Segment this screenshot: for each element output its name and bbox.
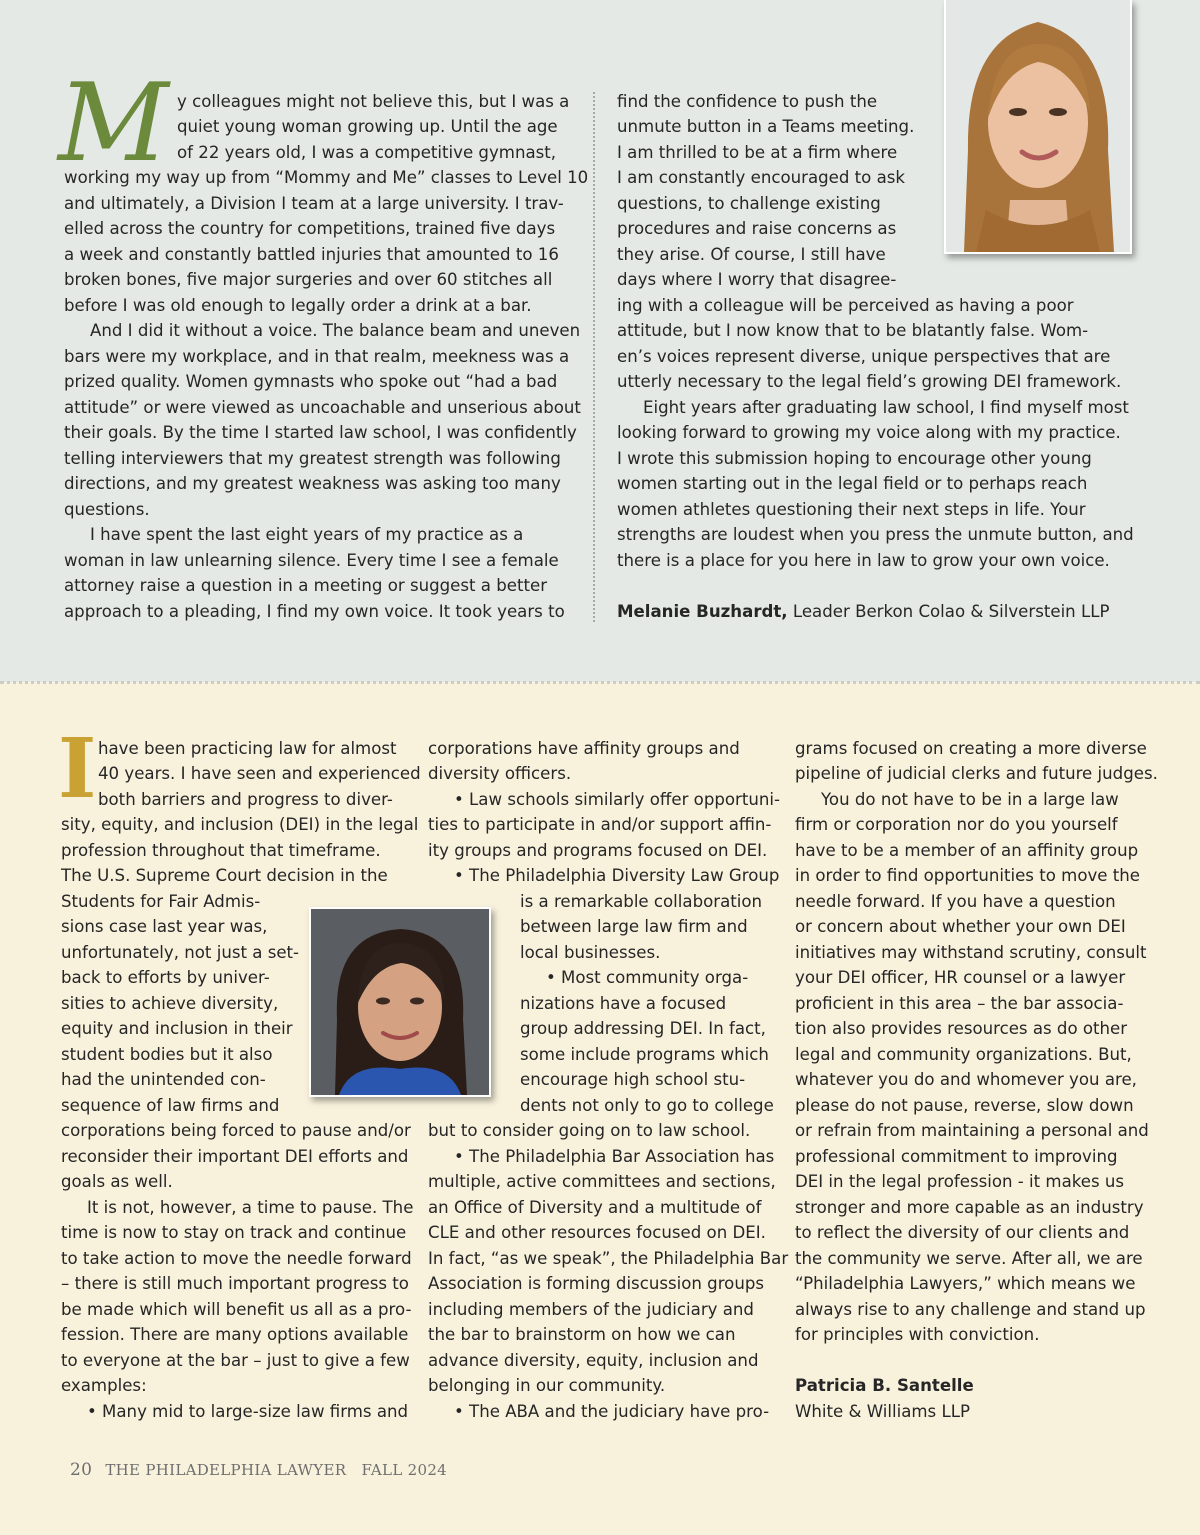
article1-line: woman in law unlearning silence. Every time I see a female bbox=[64, 551, 559, 570]
article1-line: quiet young woman growing up. Until the age bbox=[177, 117, 558, 136]
article1-line: Eight years after graduating law school, I find myself most bbox=[643, 398, 1129, 417]
issue-label: FALL 2024 bbox=[361, 1461, 448, 1479]
article1-line: of 22 years old, I was a competitive gymnast, bbox=[177, 143, 557, 162]
article1-line: y colleagues might not believe this, but I was a bbox=[177, 92, 570, 111]
article2-line: stronger and more capable as an industry bbox=[795, 1198, 1144, 1217]
article2-line: have to be a member of an affinity group bbox=[795, 841, 1139, 860]
article1-line: before I was old enough to legally order a drink at a bar. bbox=[64, 296, 532, 315]
article2-line: encourage high school stu- bbox=[520, 1070, 746, 1089]
article2-line: sions case last year was, bbox=[61, 917, 268, 936]
article2-line: Students for Fair Admis- bbox=[61, 892, 261, 911]
article2-line: You do not have to be in a large law bbox=[821, 790, 1119, 809]
article1-line: broken bones, five major surgeries and over 60 stitches all bbox=[64, 270, 553, 289]
article1-line: I wrote this submission hoping to encourage other young bbox=[617, 449, 1092, 468]
article2-line: firm or corporation nor do you yourself bbox=[795, 815, 1118, 834]
article2-line: belonging in our community. bbox=[428, 1376, 666, 1395]
article2-line: but to consider going on to law school. bbox=[428, 1121, 751, 1140]
article2-line: • Many mid to large-size law firms and bbox=[87, 1402, 409, 1421]
article2-line: please do not pause, reverse, slow down bbox=[795, 1096, 1134, 1115]
article2-line: student bodies but it also bbox=[61, 1045, 273, 1064]
article1-line: telling interviewers that my greatest strength was following bbox=[64, 449, 561, 468]
article2-line: fession. There are many options available bbox=[61, 1325, 409, 1344]
article2-line: sequence of law firms and bbox=[61, 1096, 280, 1115]
article2-line: unfortunately, not just a set- bbox=[61, 943, 300, 962]
article2-line: It is not, however, a time to pause. The bbox=[87, 1198, 414, 1217]
article2-line: sities to achieve diversity, bbox=[61, 994, 279, 1013]
article2-line: • The Philadelphia Diversity Law Group bbox=[454, 866, 780, 885]
article2-line: In fact, “as we speak”, the Philadelphia Bar bbox=[428, 1249, 789, 1268]
article1-line: directions, and my greatest weakness was asking too many bbox=[64, 474, 561, 493]
article1-line: en’s voices represent diverse, unique perspectives that are bbox=[617, 347, 1111, 366]
article2-line: • The Philadelphia Bar Association has bbox=[454, 1147, 775, 1166]
article2-line: “Philadelphia Lawyers,” which means we bbox=[795, 1274, 1136, 1293]
article1-line: attitude, but I now know that to be blatantly false. Wom- bbox=[617, 321, 1089, 340]
article2-line: initiatives may withstand scrutiny, consult bbox=[795, 943, 1147, 962]
article2-line: or concern about whether your own DEI bbox=[795, 917, 1126, 936]
article1-line: there is a place for you here in law to grow your own voice. bbox=[617, 551, 1110, 570]
article2-line: including members of the judiciary and bbox=[428, 1300, 754, 1319]
column-divider bbox=[593, 92, 595, 622]
author-name: Patricia B. Santelle bbox=[795, 1376, 974, 1395]
article2-line: tion also provides resources as do other bbox=[795, 1019, 1128, 1038]
article2-line: CLE and other resources focused on DEI. bbox=[428, 1223, 766, 1242]
article1-line: strengths are loudest when you press the unmute button, and bbox=[617, 525, 1134, 544]
article2-line: between large law firm and bbox=[520, 917, 748, 936]
article1-line: I am constantly encouraged to ask bbox=[617, 168, 906, 187]
article2-line: pipeline of judicial clerks and future judges. bbox=[795, 764, 1158, 783]
article2-line: to reflect the diversity of our clients and bbox=[795, 1223, 1130, 1242]
article1-line: women starting out in the legal field or to perhaps reach bbox=[617, 474, 1088, 493]
article1-line: prized quality. Women gymnasts who spoke out “had a bad bbox=[64, 372, 558, 391]
article1-line: women athletes questioning their next steps in life. Your bbox=[617, 500, 1086, 519]
article1-line: their goals. By the time I started law school, I was confidently bbox=[64, 423, 577, 442]
article2-line: grams focused on creating a more diverse bbox=[795, 739, 1147, 758]
article2-line: sity, equity, and inclusion (DEI) in the legal bbox=[61, 815, 419, 834]
article2-line: goals as well. bbox=[61, 1172, 173, 1191]
article2-line: in order to find opportunities to move the bbox=[795, 866, 1141, 885]
article2-line: Association is forming discussion groups bbox=[428, 1274, 765, 1293]
article2-line: for principles with conviction. bbox=[795, 1325, 1040, 1344]
article1-line: I have spent the last eight years of my practice as a bbox=[90, 525, 524, 544]
author-name: Melanie Buzhardt, bbox=[617, 602, 788, 621]
article2-line: corporations being forced to pause and/or bbox=[61, 1121, 411, 1140]
article2-line: professional commitment to improving bbox=[795, 1147, 1118, 1166]
article2-line: be made which will benefit us all as a pro- bbox=[61, 1300, 412, 1319]
article2-line: time is now to stay on track and continue bbox=[61, 1223, 407, 1242]
article2-line: local businesses. bbox=[520, 943, 661, 962]
article2-line: whatever you do and whomever you are, bbox=[795, 1070, 1137, 1089]
drop-cap-i: I bbox=[58, 721, 97, 817]
author-photo-buzhardt bbox=[944, 0, 1132, 254]
article2-line: both barriers and progress to diver- bbox=[98, 790, 393, 809]
article2-line: ties to participate in and/or support affin- bbox=[428, 815, 772, 834]
article2-line: multiple, active committees and sections, bbox=[428, 1172, 776, 1191]
article1-line: a week and constantly battled injuries that amounted to 16 bbox=[64, 245, 559, 264]
article2-line: DEI in the legal profession - it makes us bbox=[795, 1172, 1125, 1191]
article2-line: or refrain from maintaining a personal and bbox=[795, 1121, 1149, 1140]
author-name-santelle bbox=[795, 1373, 974, 1399]
article1-line: attitude” or were viewed as uncoachable and unserious about bbox=[64, 398, 581, 417]
article1-line: days where I worry that disagree- bbox=[617, 270, 897, 289]
article1-line: questions, to challenge existing bbox=[617, 194, 881, 213]
article2-line: The U.S. Supreme Court decision in the bbox=[61, 866, 388, 885]
article2-line: always rise to any challenge and stand up bbox=[795, 1300, 1146, 1319]
article2-line: have been practicing law for almost bbox=[98, 739, 397, 758]
article2-line: 40 years. I have seen and experienced bbox=[98, 764, 421, 783]
article2-line: dents not only to go to college bbox=[520, 1096, 774, 1115]
article2-line: an Office of Diversity and a multitude of bbox=[428, 1198, 762, 1217]
article2-line: ity groups and programs focused on DEI. bbox=[428, 841, 768, 860]
article1-line: attorney raise a question in a meeting or suggest a better bbox=[64, 576, 548, 595]
page-footer bbox=[70, 1460, 447, 1480]
article1-line: working my way up from “Mommy and Me” classes to Level 10 bbox=[64, 168, 589, 187]
article1-line: they arise. Of course, I still have bbox=[617, 245, 886, 264]
article2-line: • The ABA and the judiciary have pro- bbox=[454, 1402, 770, 1421]
article2-line: back to efforts by univer- bbox=[61, 968, 270, 987]
article2-line: advance diversity, equity, inclusion and bbox=[428, 1351, 759, 1370]
article1-line: unmute button in a Teams meeting. bbox=[617, 117, 915, 136]
article2-line: group addressing DEI. In fact, bbox=[520, 1019, 766, 1038]
author-photo-santelle bbox=[309, 907, 491, 1097]
article2-line: is a remarkable collaboration bbox=[520, 892, 763, 911]
article2-line: • Most community orga- bbox=[546, 968, 749, 987]
article1-line: bars were my workplace, and in that realm, meekness was a bbox=[64, 347, 570, 366]
article1-line: procedures and raise concerns as bbox=[617, 219, 897, 238]
article1-line: questions. bbox=[64, 500, 150, 519]
article1-line: I am thrilled to be at a firm where bbox=[617, 143, 898, 162]
article2-line: some include programs which bbox=[520, 1045, 769, 1064]
article1-line: elled across the country for competitions, trained five days bbox=[64, 219, 556, 238]
article2-line: equity and inclusion in their bbox=[61, 1019, 293, 1038]
article2-line: the community we serve. After all, we are bbox=[795, 1249, 1143, 1268]
article2-line: profession throughout that timeframe. bbox=[61, 841, 381, 860]
article2-line: proficient in this area – the bar associa- bbox=[795, 994, 1124, 1013]
drop-cap-m: M bbox=[58, 61, 169, 186]
author-signature-buzhardt bbox=[617, 599, 1109, 625]
author-affiliation-santelle: White & Williams LLP bbox=[795, 1402, 970, 1421]
article1-line: And I did it without a voice. The balance beam and uneven bbox=[90, 321, 581, 340]
article2-line: • Law schools similarly offer opportuni- bbox=[454, 790, 781, 809]
article1-line: ing with a colleague will be perceived as having a poor bbox=[617, 296, 1074, 315]
article1-line: looking forward to growing my voice along with my practice. bbox=[617, 423, 1121, 442]
article1-line: find the confidence to push the bbox=[617, 92, 878, 111]
section-divider bbox=[0, 681, 1200, 684]
article2-line: legal and community organizations. But, bbox=[795, 1045, 1132, 1064]
article2-line: diversity officers. bbox=[428, 764, 572, 783]
article2-line: nizations have a focused bbox=[520, 994, 727, 1013]
article1-line: approach to a pleading, I find my own voice. It took years to bbox=[64, 602, 565, 621]
article2-line: the bar to brainstorm on how we can bbox=[428, 1325, 736, 1344]
publication-name: THE PHILADELPHIA LAWYER bbox=[105, 1461, 347, 1479]
article2-line: – there is still much important progress to bbox=[61, 1274, 409, 1293]
article1-line: utterly necessary to the legal field’s growing DEI framework. bbox=[617, 372, 1122, 391]
article2-line: to take action to move the needle forward bbox=[61, 1249, 412, 1268]
article2-line: reconsider their important DEI efforts and bbox=[61, 1147, 409, 1166]
page-number: 20 bbox=[70, 1460, 93, 1480]
article2-line: to everyone at the bar – just to give a few bbox=[61, 1351, 410, 1370]
article2-line: needle forward. If you have a question bbox=[795, 892, 1116, 911]
article2-line: examples: bbox=[61, 1376, 147, 1395]
article2-line: had the unintended con- bbox=[61, 1070, 266, 1089]
article1-line: and ultimately, a Division I team at a large university. I trav- bbox=[64, 194, 564, 213]
article2-line: your DEI officer, HR counsel or a lawyer bbox=[795, 968, 1126, 987]
author-affiliation: Leader Berkon Colao & Silverstein LLP bbox=[787, 602, 1110, 621]
article2-line: corporations have affinity groups and bbox=[428, 739, 740, 758]
